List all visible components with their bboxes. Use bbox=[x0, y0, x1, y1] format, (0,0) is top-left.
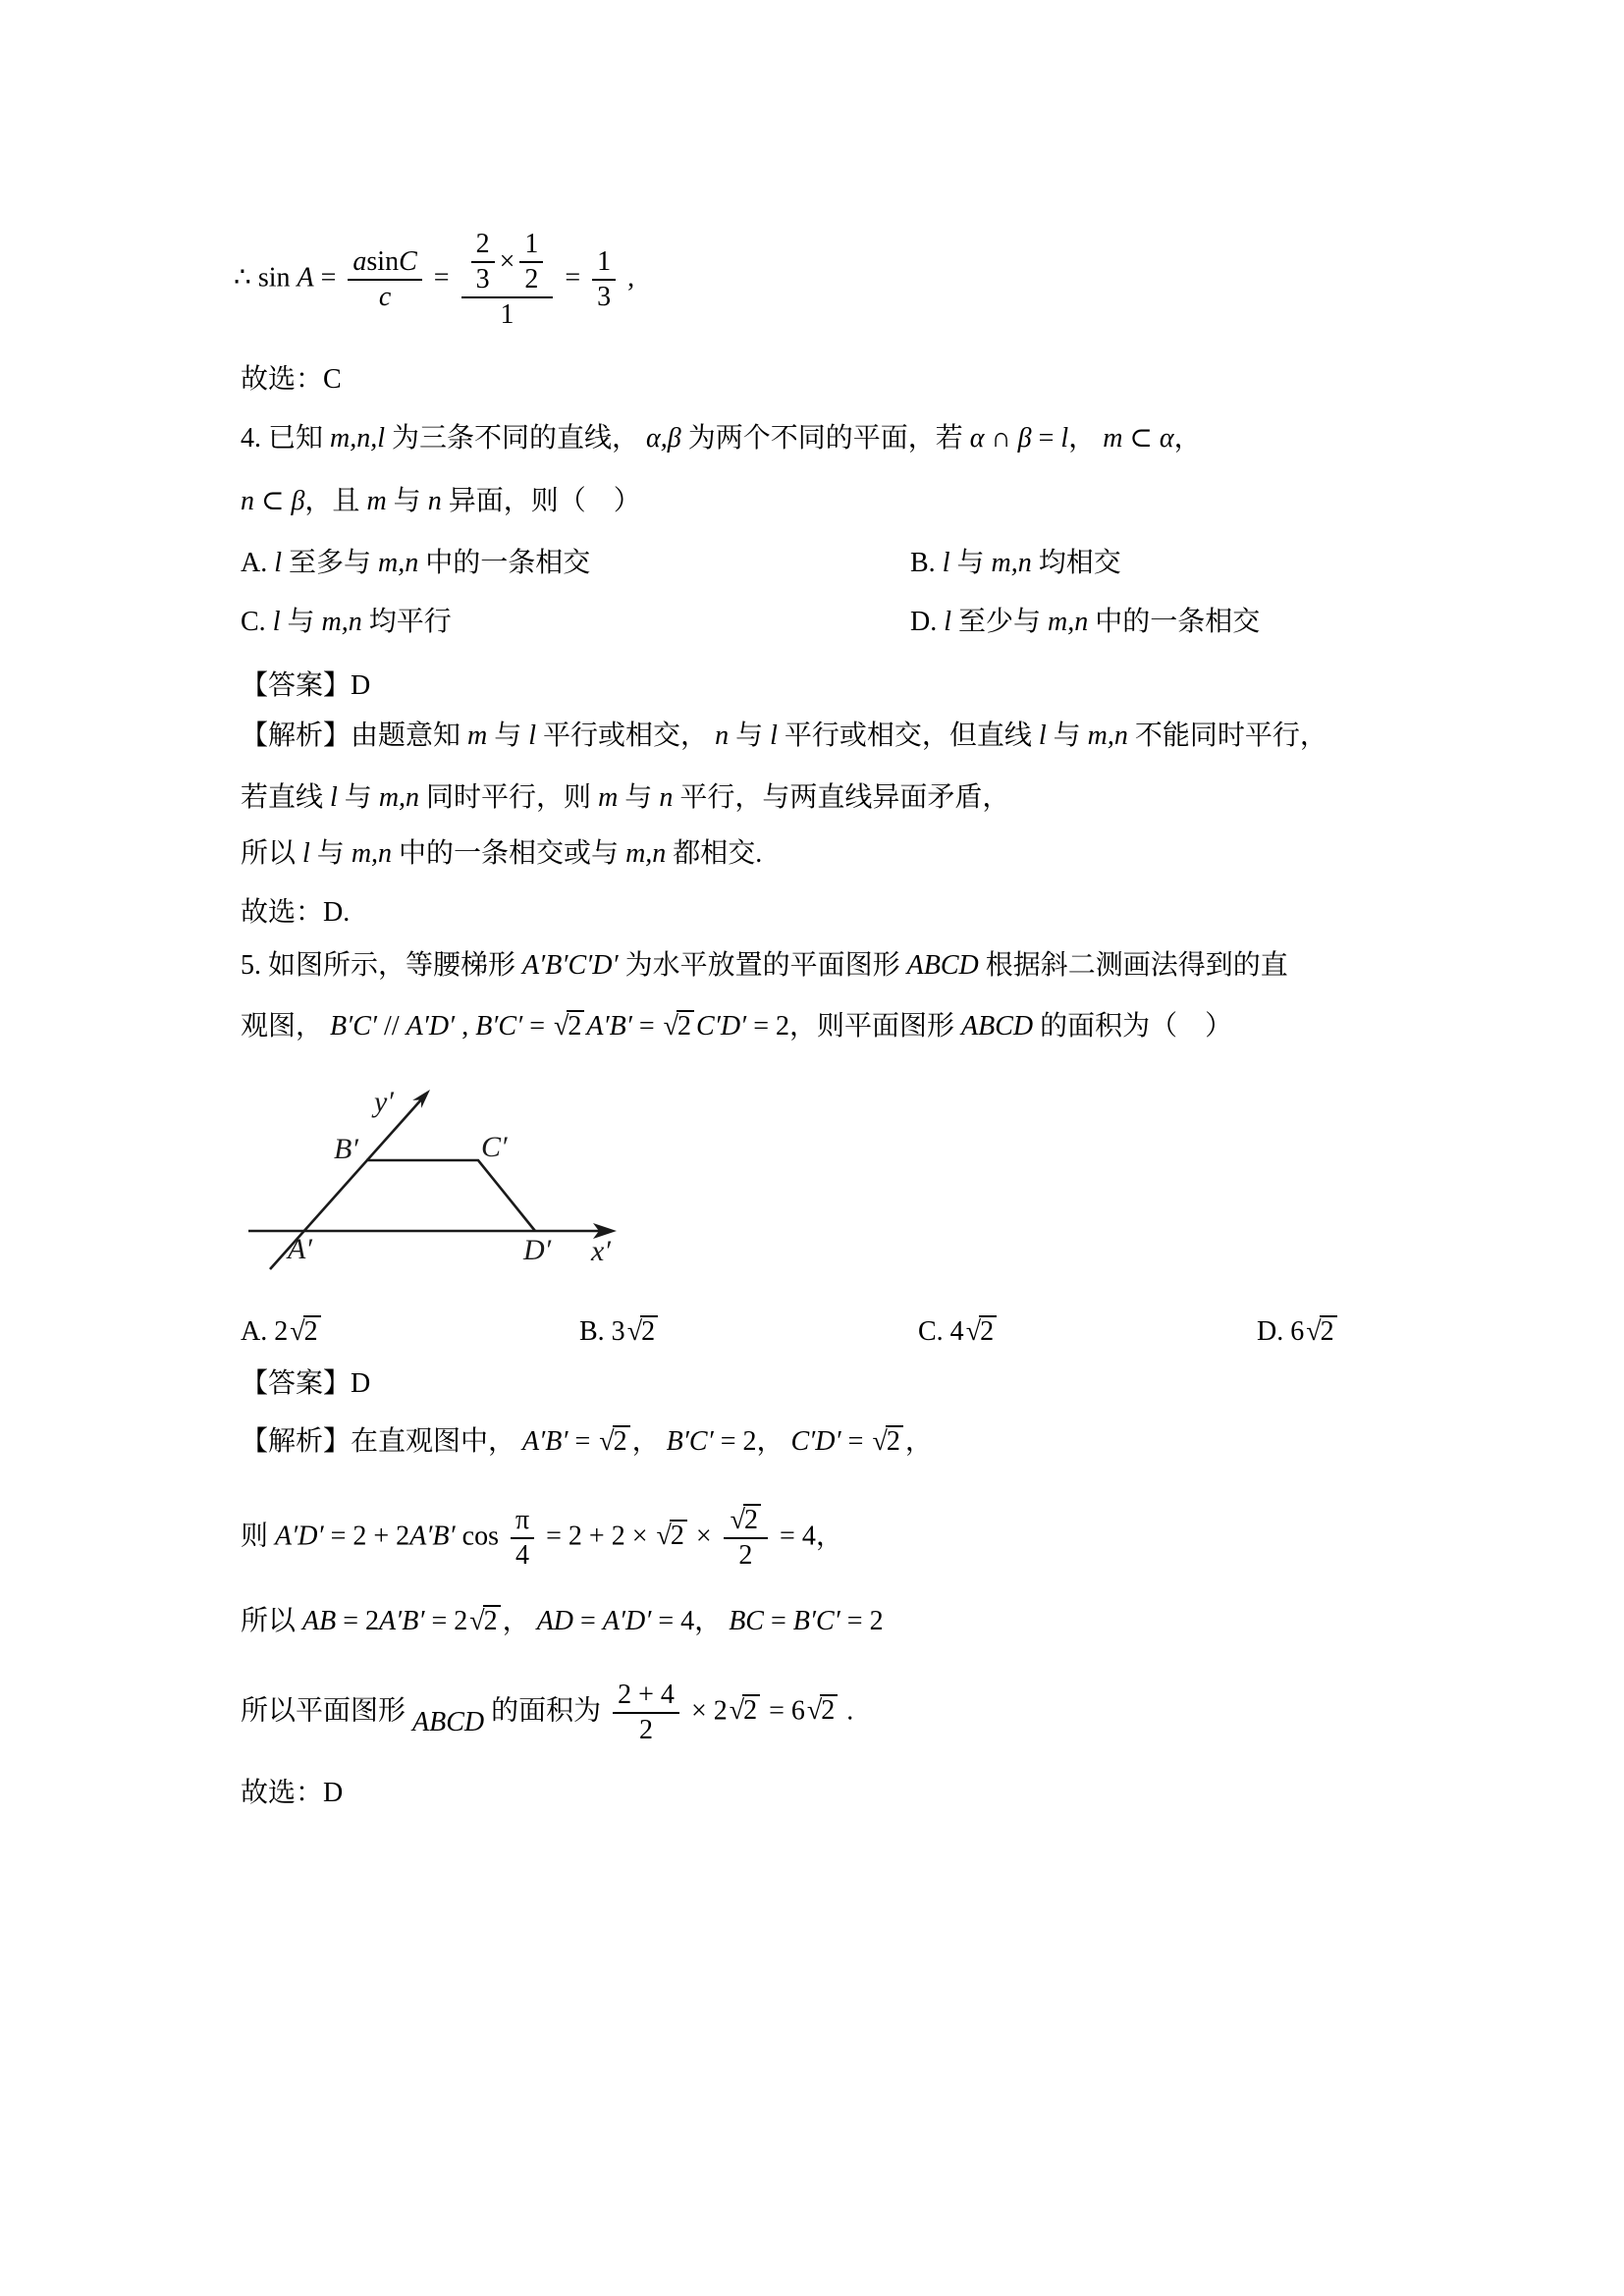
text-run: n bbox=[659, 782, 674, 813]
text-run: B. bbox=[910, 548, 943, 578]
text-run: = bbox=[573, 1606, 603, 1636]
text-run: m bbox=[598, 782, 619, 813]
text-run: ∴ sin bbox=[234, 262, 298, 294]
radical-sign: √ bbox=[554, 1011, 569, 1041]
q5-answer bbox=[241, 1365, 370, 1403]
fraction-numerator bbox=[519, 228, 543, 261]
text-run: C. 4 bbox=[918, 1316, 964, 1347]
q5-options bbox=[241, 1313, 1468, 1364]
sqrt-radical bbox=[730, 1692, 760, 1730]
text-run: C bbox=[399, 246, 417, 277]
q4-analysis-2 bbox=[241, 779, 1009, 817]
option-cell bbox=[241, 1313, 323, 1351]
text-run: 故选：C bbox=[241, 364, 342, 395]
option-cell bbox=[579, 1313, 660, 1351]
radicand bbox=[820, 1694, 838, 1727]
text-run: m bbox=[366, 486, 387, 516]
text-run: 3 bbox=[597, 282, 612, 312]
text-run: α bbox=[1159, 423, 1174, 454]
text-run: m,n bbox=[378, 782, 420, 813]
text-run: A′D′ bbox=[602, 1606, 652, 1636]
text-run: cos bbox=[455, 1521, 506, 1552]
text-run: 为两个不同的平面，若 bbox=[680, 423, 970, 454]
text-run: 5. 如图所示，等腰梯形 bbox=[241, 950, 523, 981]
text-run: m,n bbox=[1048, 607, 1089, 637]
x-axis-label: x′ bbox=[591, 1235, 611, 1267]
q3-formula bbox=[234, 228, 634, 332]
text-run: 为三条不同的直线， bbox=[385, 423, 647, 454]
text-run: ⊂ bbox=[1122, 423, 1160, 454]
text-run: ， bbox=[1173, 423, 1202, 454]
text-run: 2 bbox=[821, 1695, 836, 1727]
text-run: 1 bbox=[524, 229, 539, 259]
fraction-denominator bbox=[613, 1712, 679, 1747]
option-cell bbox=[910, 545, 1121, 582]
text-run: α,β bbox=[646, 423, 681, 454]
text-run: 【解析】由题意知 bbox=[241, 721, 468, 751]
text-run: 同时平行，则 bbox=[419, 782, 599, 813]
text-run: ，且 bbox=[304, 486, 367, 516]
text-run: 若直线 bbox=[241, 782, 331, 813]
radical-sign: √ bbox=[729, 1695, 745, 1727]
text-run: A′B′ bbox=[409, 1521, 456, 1552]
text-run: = bbox=[426, 262, 457, 294]
radical-sign: √ bbox=[965, 1316, 982, 1347]
fraction-numerator bbox=[724, 1504, 768, 1537]
text-run: 的面积为 bbox=[484, 1695, 609, 1727]
fraction bbox=[613, 1679, 679, 1747]
radical-sign: √ bbox=[469, 1606, 485, 1636]
text-run: l bbox=[528, 721, 537, 751]
sqrt-radical bbox=[599, 1423, 629, 1461]
text-run: = 2， bbox=[713, 1426, 791, 1457]
q5-stem-1 bbox=[241, 947, 1288, 985]
text-run: m,n bbox=[321, 607, 362, 637]
text-run: 2 bbox=[744, 1505, 759, 1535]
text-run: m,n,l bbox=[330, 423, 386, 454]
vertex-a-prime-label: A′ bbox=[288, 1233, 312, 1265]
text-run: D. bbox=[910, 607, 945, 637]
text-run: ABCD bbox=[960, 1011, 1034, 1041]
radicand bbox=[743, 1504, 761, 1536]
text-run: ， bbox=[631, 1426, 667, 1457]
q5-analysis-1 bbox=[241, 1423, 933, 1461]
radicand bbox=[742, 1694, 760, 1727]
text-run: = 2 bbox=[424, 1606, 468, 1636]
text-run: 2 bbox=[1320, 1316, 1334, 1347]
fraction-denominator bbox=[724, 1537, 768, 1573]
text-run: m bbox=[1103, 423, 1123, 454]
text-run: = bbox=[558, 262, 588, 294]
text-run: = bbox=[313, 262, 344, 294]
text-run: A′D′ bbox=[275, 1521, 324, 1552]
text-run: 2 bbox=[639, 1715, 654, 1745]
text-run: 平行，与两直线异面矛盾， bbox=[673, 782, 1010, 813]
radicand bbox=[567, 1010, 584, 1042]
radical-sign: √ bbox=[626, 1316, 643, 1347]
text-run: 4 bbox=[515, 1540, 530, 1571]
option-cell bbox=[1257, 1313, 1339, 1351]
text-run: 1 bbox=[597, 246, 612, 277]
text-run: A′B′ bbox=[379, 1606, 425, 1636]
radical-sign: √ bbox=[656, 1521, 672, 1552]
text-run: ABCD bbox=[412, 1707, 485, 1738]
q5-conclusion bbox=[241, 1775, 343, 1812]
text-run: BC bbox=[729, 1606, 764, 1636]
vertex-b-prime-label: B′ bbox=[334, 1133, 358, 1165]
sqrt-radical bbox=[966, 1313, 997, 1351]
text-run: l bbox=[944, 607, 952, 637]
trapezoid-edges bbox=[366, 1160, 535, 1231]
radicand bbox=[1320, 1315, 1337, 1348]
text-run: α bbox=[969, 423, 985, 454]
text-run: = 2 bbox=[839, 1606, 884, 1636]
q5-analysis-3 bbox=[241, 1603, 884, 1640]
text-run: B′C′ bbox=[475, 1011, 523, 1041]
text-run: 异面，则（ ） bbox=[441, 486, 641, 516]
text-run: n bbox=[241, 486, 254, 516]
text-run: m bbox=[467, 721, 488, 751]
sqrt-radical bbox=[627, 1313, 658, 1351]
text-run: l bbox=[274, 548, 283, 578]
text-run: π bbox=[514, 1505, 530, 1535]
text-run: 至多与 bbox=[282, 548, 379, 578]
q4-analysis-1 bbox=[241, 718, 1327, 755]
text-run: = 2，则平面图形 bbox=[746, 1011, 961, 1041]
text-run: , bbox=[455, 1011, 476, 1041]
fraction-denominator bbox=[511, 1537, 534, 1573]
radicand bbox=[640, 1315, 658, 1348]
fraction-numerator bbox=[348, 245, 421, 279]
text-run: B′C′ bbox=[666, 1426, 714, 1457]
text-run: 中的一条相交 bbox=[1088, 607, 1261, 637]
text-run: = 4， bbox=[651, 1606, 730, 1636]
text-run: = bbox=[568, 1426, 598, 1457]
text-run: AD bbox=[536, 1606, 574, 1636]
text-run: 所以 bbox=[241, 1606, 303, 1636]
text-run: l bbox=[330, 782, 338, 813]
text-run: 3 bbox=[475, 264, 490, 294]
text-run: 都相交. bbox=[666, 838, 763, 869]
text-run: l bbox=[1060, 423, 1069, 454]
text-run: C′D′ bbox=[790, 1426, 841, 1457]
text-run: 与 bbox=[337, 782, 379, 813]
sqrt-radical bbox=[872, 1423, 902, 1461]
text-run: β bbox=[1017, 423, 1032, 454]
fraction-numerator bbox=[613, 1679, 679, 1712]
text-run: m,n bbox=[378, 548, 419, 578]
text-run: . bbox=[839, 1695, 854, 1727]
text-run: l bbox=[770, 721, 778, 751]
text-run: 2 bbox=[670, 1521, 684, 1552]
text-run: 根据斜二测画法得到的直 bbox=[978, 950, 1288, 981]
text-run: ⊂ bbox=[254, 486, 292, 516]
text-run: c bbox=[378, 282, 392, 312]
text-run: × bbox=[499, 246, 515, 277]
text-run: 与 bbox=[729, 721, 771, 751]
text-run: = 6 bbox=[762, 1695, 805, 1727]
q5-analysis-4 bbox=[241, 1679, 853, 1747]
text-run: l bbox=[272, 607, 281, 637]
text-run: A. 2 bbox=[241, 1316, 289, 1347]
q4-answer bbox=[241, 667, 370, 705]
text-run: 均平行 bbox=[361, 607, 452, 637]
text-run: × 2 bbox=[683, 1695, 728, 1727]
fraction-numerator bbox=[592, 245, 616, 279]
fraction bbox=[511, 1504, 534, 1573]
text-run: 与 bbox=[386, 486, 428, 516]
fraction bbox=[471, 228, 495, 296]
text-run: B. 3 bbox=[579, 1316, 625, 1347]
text-run: 2 bbox=[524, 264, 539, 294]
q5-figure bbox=[241, 1066, 633, 1274]
sqrt-radical bbox=[290, 1313, 320, 1351]
option-cell bbox=[910, 604, 1260, 641]
text-run: 与 bbox=[280, 607, 322, 637]
text-run: 与 bbox=[618, 782, 660, 813]
text-run: 的面积为（ ） bbox=[1033, 1011, 1233, 1041]
text-run: 故选：D. bbox=[241, 897, 351, 928]
text-run: = bbox=[763, 1606, 793, 1636]
text-run: × bbox=[688, 1521, 719, 1552]
radical-sign: √ bbox=[290, 1316, 305, 1347]
text-run: A. bbox=[241, 548, 275, 578]
text-run: 2 bbox=[475, 229, 490, 259]
text-run: m,n bbox=[351, 838, 393, 869]
text-run: m,n bbox=[991, 548, 1032, 578]
q4-options-row-2 bbox=[241, 604, 1468, 647]
text-run: , bbox=[621, 262, 635, 294]
text-run: ， bbox=[502, 1606, 537, 1636]
text-run: a bbox=[352, 246, 367, 277]
text-run: 则 bbox=[241, 1521, 276, 1552]
text-run: AB bbox=[302, 1606, 337, 1636]
text-run: // bbox=[377, 1011, 406, 1041]
text-run: 【答案】D bbox=[241, 1368, 371, 1399]
text-run: l bbox=[1038, 721, 1047, 751]
text-run: 【答案】D bbox=[241, 670, 371, 701]
text-run: 2 bbox=[483, 1606, 498, 1636]
sqrt-radical bbox=[807, 1692, 838, 1730]
fraction bbox=[519, 228, 543, 296]
text-run: = bbox=[1031, 423, 1061, 454]
text-run: B′C′ bbox=[792, 1606, 840, 1636]
fraction-denominator bbox=[592, 279, 616, 314]
text-run: 4. 已知 bbox=[241, 423, 331, 454]
text-run: A′D′ bbox=[406, 1011, 456, 1041]
text-run: 均相交 bbox=[1031, 548, 1121, 578]
text-run: 不能同时平行， bbox=[1127, 721, 1327, 751]
radicand bbox=[670, 1520, 687, 1552]
q4-options-row-1 bbox=[241, 545, 1468, 588]
q4-stem-2 bbox=[241, 483, 641, 520]
text-run: = bbox=[631, 1011, 662, 1041]
text-run: B′C′ bbox=[330, 1011, 378, 1041]
q4-analysis-3 bbox=[241, 835, 762, 873]
text-run: 平行或相交， bbox=[536, 721, 716, 751]
text-run: 中的一条相交 bbox=[418, 548, 591, 578]
radical-sign: √ bbox=[730, 1505, 746, 1535]
text-run: 与 bbox=[487, 721, 529, 751]
text-run: A′B′ bbox=[586, 1011, 632, 1041]
fraction bbox=[461, 228, 554, 332]
radicand bbox=[613, 1425, 630, 1458]
radical-sign: √ bbox=[663, 1011, 679, 1041]
option-cell bbox=[241, 604, 452, 641]
option-cell bbox=[241, 545, 590, 582]
text-run: D. 6 bbox=[1257, 1316, 1305, 1347]
fraction bbox=[724, 1504, 768, 1573]
option-cell bbox=[918, 1313, 999, 1351]
fraction-denominator bbox=[519, 261, 543, 296]
q3-conclusion bbox=[241, 361, 342, 399]
text-run: 【解析】在直观图中， bbox=[241, 1426, 523, 1457]
text-run: m,n bbox=[625, 838, 667, 869]
text-run: C′D′ bbox=[696, 1011, 747, 1041]
fraction bbox=[592, 245, 616, 314]
radicand bbox=[483, 1605, 501, 1637]
text-run: A′B′ bbox=[522, 1426, 568, 1457]
sqrt-radical bbox=[657, 1518, 687, 1555]
radical-sign: √ bbox=[1306, 1316, 1322, 1347]
text-run: A′B′C′D′ bbox=[522, 950, 619, 981]
text-run: 所以平面图形 bbox=[241, 1695, 413, 1727]
text-run: 1 bbox=[500, 299, 514, 330]
sqrt-radical bbox=[664, 1008, 694, 1045]
radicand bbox=[979, 1315, 997, 1348]
text-run: l bbox=[302, 838, 310, 869]
sqrt-radical bbox=[731, 1504, 761, 1537]
text-run: 为水平放置的平面图形 bbox=[618, 950, 907, 981]
text-run: 2 bbox=[303, 1316, 318, 1347]
radical-sign: √ bbox=[806, 1695, 823, 1727]
text-run: 至少与 bbox=[951, 607, 1049, 637]
q5-stem-2 bbox=[241, 1008, 1232, 1045]
vertex-c-prime-label: C′ bbox=[481, 1131, 508, 1163]
text-run: 与 bbox=[309, 838, 352, 869]
text-run: 2 bbox=[886, 1426, 900, 1457]
q5-analysis-2 bbox=[241, 1504, 843, 1573]
y-axis-label: y′ bbox=[374, 1086, 394, 1118]
fraction-numerator bbox=[461, 228, 554, 296]
radical-sign: √ bbox=[599, 1426, 615, 1457]
text-run: = 2 + 2 bbox=[323, 1521, 410, 1552]
text-run: 2 bbox=[677, 1011, 692, 1041]
text-run: 所以 bbox=[241, 838, 303, 869]
text-run: 2 + 4 bbox=[618, 1680, 675, 1710]
q4-stem-1 bbox=[241, 420, 1202, 457]
radicand bbox=[303, 1315, 321, 1348]
radicand bbox=[677, 1010, 694, 1042]
fraction-denominator bbox=[471, 261, 495, 296]
text-run: ， bbox=[904, 1426, 933, 1457]
sqrt-radical bbox=[554, 1008, 584, 1045]
text-run: l bbox=[942, 548, 950, 578]
text-run: 2 bbox=[743, 1695, 758, 1727]
text-run: = bbox=[840, 1426, 871, 1457]
text-run: 2 bbox=[641, 1316, 656, 1347]
text-run: 与 bbox=[1046, 721, 1088, 751]
fraction-numerator bbox=[471, 228, 495, 261]
text-run: 中的一条相交或与 bbox=[392, 838, 626, 869]
sqrt-radical bbox=[469, 1603, 500, 1640]
text-run: 2 bbox=[738, 1540, 753, 1571]
text-run: 平行或相交，但直线 bbox=[777, 721, 1039, 751]
radicand bbox=[886, 1425, 903, 1458]
q4-conclusion bbox=[241, 894, 350, 932]
text-run: = 2 + 2 × bbox=[539, 1521, 655, 1552]
text-run: A bbox=[297, 262, 314, 294]
text-run: 2 bbox=[980, 1316, 995, 1347]
text-run: 观图， bbox=[241, 1011, 331, 1041]
text-run: m,n bbox=[1087, 721, 1128, 751]
text-run: 2 bbox=[568, 1011, 582, 1041]
text-run: 2 bbox=[613, 1426, 627, 1457]
fraction bbox=[348, 245, 421, 314]
text-run: 与 bbox=[949, 548, 992, 578]
fraction-denominator bbox=[348, 279, 421, 314]
text-run: ABCD bbox=[906, 950, 979, 981]
text-run: n bbox=[715, 721, 730, 751]
text-run: ∩ bbox=[984, 423, 1018, 454]
text-run: = 4， bbox=[773, 1521, 843, 1552]
text-run: n bbox=[427, 486, 442, 516]
vertex-d-prime-label: D′ bbox=[523, 1234, 552, 1266]
text-run: 故选：D bbox=[241, 1778, 344, 1808]
sqrt-radical bbox=[1306, 1313, 1336, 1351]
fraction-numerator bbox=[511, 1504, 534, 1537]
text-run: sin bbox=[366, 246, 400, 277]
text-run: ， bbox=[1068, 423, 1104, 454]
text-run: = bbox=[522, 1011, 553, 1041]
radical-sign: √ bbox=[872, 1426, 888, 1457]
fraction-denominator bbox=[461, 296, 554, 332]
text-run: = 2 bbox=[336, 1606, 380, 1636]
text-run: β bbox=[291, 486, 305, 516]
text-run: C. bbox=[241, 607, 273, 637]
